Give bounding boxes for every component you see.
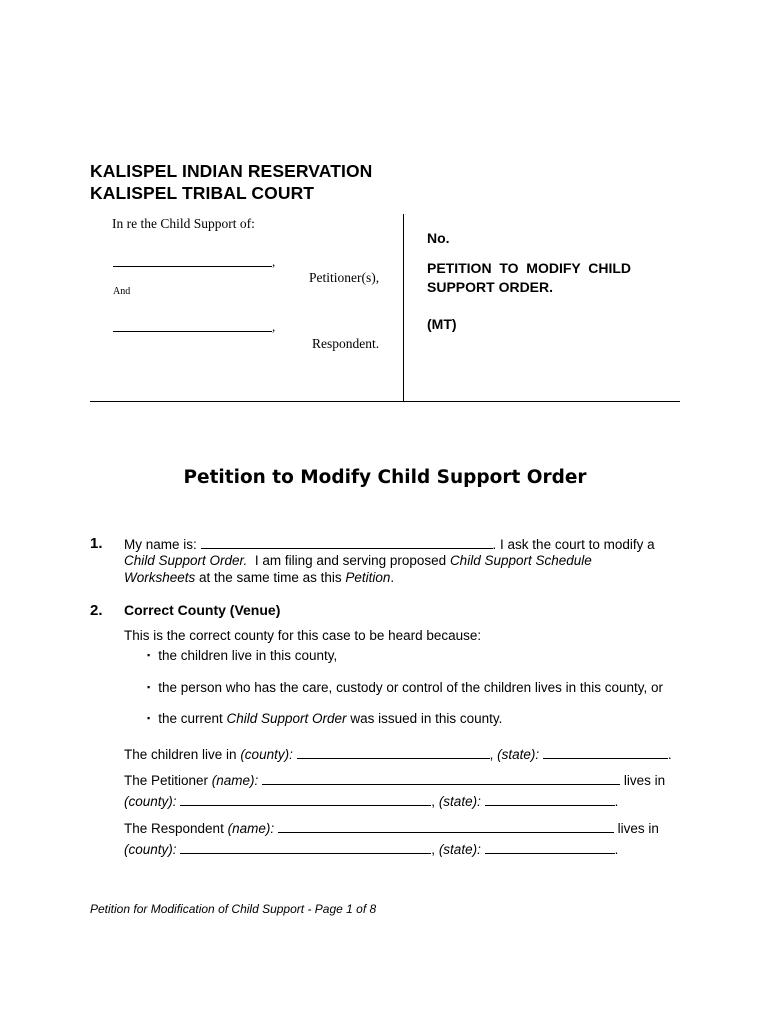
county-label: (county): (124, 842, 177, 857)
name-suffix: . I ask the court to modify a (492, 537, 655, 552)
comma: , (431, 842, 439, 857)
section-1-number: 1. (90, 535, 103, 552)
petitioner-state-field[interactable] (485, 792, 615, 806)
petitioner-county-field[interactable] (180, 792, 431, 806)
name-label: (name): (211, 773, 259, 788)
respondent-label: Respondent. (312, 336, 380, 351)
children-county-field[interactable] (297, 745, 490, 759)
in-re-label: In re the Child Support of: (112, 216, 255, 231)
petition-ref: Petition (345, 570, 391, 585)
filing-text: I am filing and serving proposed (247, 553, 450, 568)
worksheets-ref-2: Worksheets (124, 570, 196, 585)
same-time-text: at the same time as this (195, 570, 346, 585)
document-title-line-2: SUPPORT ORDER. (427, 279, 554, 295)
caption-comma-2: , (272, 319, 276, 334)
bullet-icon: ▪ (147, 682, 151, 692)
venue-bullet-3 (147, 709, 502, 728)
children-live-label: The children live in (124, 747, 241, 762)
petitioner-residence-line-1 (124, 771, 665, 790)
venue-bullet-2 (147, 678, 663, 697)
worksheets-ref-1: Child Support Schedule (449, 553, 592, 568)
bullet-icon: ▪ (147, 650, 151, 660)
comma: , (431, 794, 439, 809)
venue-bullet-2-text: the person who has the care, custody or control of the children lives in this county, or (158, 680, 663, 695)
petitioner-name-input[interactable] (262, 771, 620, 785)
respondent-name-line[interactable] (113, 331, 272, 332)
caption-comma-1: , (272, 254, 276, 269)
child-support-order-ref: Child Support Order. (124, 553, 248, 568)
bullet-icon: ▪ (147, 713, 151, 723)
petitioner-name-line[interactable] (113, 266, 272, 267)
case-number-label: No. (427, 230, 450, 246)
page-title: Petition to Modify Child Support Order (183, 467, 587, 488)
venue-bullet-1 (147, 646, 337, 665)
children-residence-line (124, 745, 672, 764)
section-2-number: 2. (90, 602, 103, 619)
lives-in-label: lives in (623, 773, 666, 788)
venue-bullet-3-text-b: was issued in this county. (346, 711, 503, 726)
respondent-residence-line-1 (124, 819, 659, 838)
respondent-residence-line-2 (124, 840, 618, 859)
document-title-line-1: PETITION TO MODIFY CHILD (427, 260, 632, 276)
court-heading: KALISPEL TRIBAL COURT (90, 183, 315, 203)
period: . (390, 570, 395, 585)
form-code: (MT) (427, 316, 457, 332)
section-2-heading: Correct County (Venue) (124, 602, 281, 618)
and-label: And (113, 286, 131, 297)
venue-intro: This is the correct county for this case to be heard because: (124, 628, 482, 643)
venue-bullet-3-text-a: the current (158, 711, 227, 726)
name-label: (name): (227, 821, 275, 836)
petitioner-name-field[interactable] (201, 535, 493, 549)
state-label: (state): (497, 747, 540, 762)
county-label: (county): (240, 747, 293, 762)
caption-bottom-rule (90, 401, 680, 402)
respondent-label: The Respondent (124, 821, 228, 836)
respondent-name-input[interactable] (278, 819, 614, 833)
period: . (614, 794, 619, 809)
state-label: (state): (438, 842, 481, 857)
reservation-heading: KALISPEL INDIAN RESERVATION (90, 161, 373, 181)
venue-bullet-1-text: the children live in this county, (158, 648, 338, 663)
section-1-line-3 (124, 569, 394, 587)
children-state-field[interactable] (543, 745, 668, 759)
petitioner-label: The Petitioner (124, 773, 212, 788)
period: . (614, 842, 619, 857)
state-label: (state): (438, 794, 481, 809)
caption-divider (403, 214, 404, 401)
lives-in-label: lives in (617, 821, 659, 836)
period: . (667, 747, 672, 762)
county-label: (county): (124, 794, 177, 809)
section-1-line-2 (124, 552, 592, 570)
petitioner-label: Petitioner(s), (309, 270, 380, 285)
venue-bullet-3-order-ref: Child Support Order (226, 711, 347, 726)
comma: , (489, 747, 498, 762)
page-footer: Petition for Modification of Child Support - Page 1 of 8 (90, 902, 377, 916)
petitioner-residence-line-2 (124, 792, 618, 811)
respondent-state-field[interactable] (485, 840, 615, 854)
name-prefix: My name is: (124, 537, 197, 552)
respondent-county-field[interactable] (180, 840, 431, 854)
